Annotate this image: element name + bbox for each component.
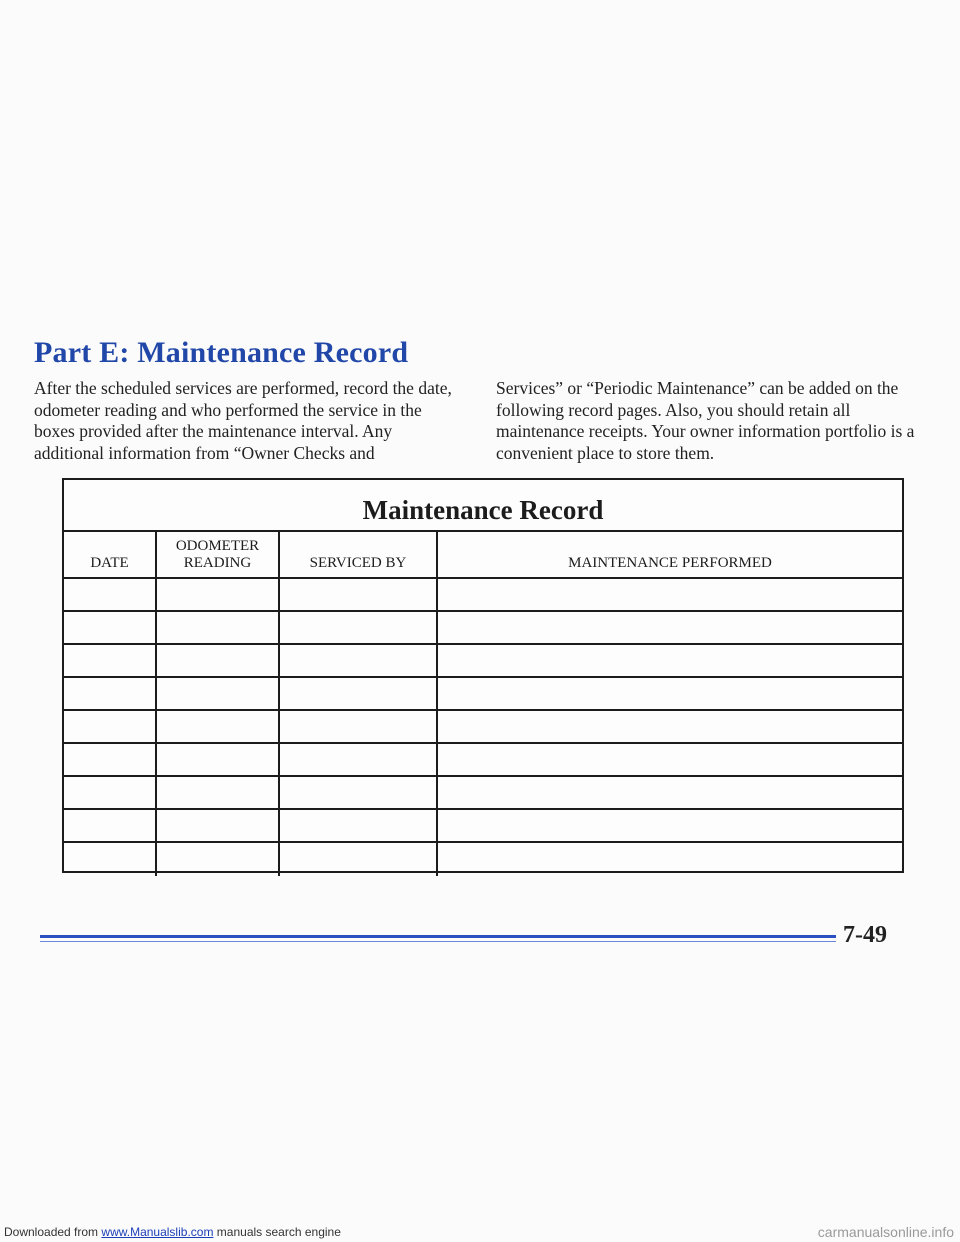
footer-prefix: Downloaded from (4, 1225, 99, 1239)
download-footer (0, 1222, 960, 1242)
table-cell[interactable] (280, 843, 438, 876)
table-title: Maintenance Record (64, 480, 902, 532)
table-cell[interactable] (157, 645, 280, 678)
page-number: 7-49 (843, 922, 887, 948)
table-cell[interactable] (438, 711, 902, 744)
table-cell[interactable] (157, 678, 280, 711)
table-cell[interactable] (280, 579, 438, 612)
table-cell[interactable] (64, 645, 157, 678)
table-cell[interactable] (280, 678, 438, 711)
intro-text-left: After the scheduled services are performed, record the date, odometer reading and who performed the service in the boxes provided after the maintenance interval. Any additional information from “Owner Checks and (34, 378, 452, 463)
table-cell[interactable] (64, 678, 157, 711)
section-heading: Part E: Maintenance Record (34, 336, 409, 369)
table-cell[interactable] (438, 645, 902, 678)
intro-text-right: Services” or “Periodic Maintenance” can be added on the following record pages. Also, you should retain all maintenance receipts. Your owner information portfolio is a convenient place to store them. (496, 378, 915, 463)
column-header: ODOMETER READING (157, 532, 280, 579)
table-cell[interactable] (438, 810, 902, 843)
table-cell[interactable] (438, 612, 902, 645)
table-cell[interactable] (438, 843, 902, 876)
footer-suffix: manuals search engine (216, 1225, 341, 1239)
table-cell[interactable] (280, 612, 438, 645)
table-cell[interactable] (157, 810, 280, 843)
table-cell[interactable] (157, 612, 280, 645)
table-grid (64, 532, 902, 876)
footer-rule (40, 935, 836, 944)
table-cell[interactable] (64, 777, 157, 810)
table-cell[interactable] (64, 579, 157, 612)
manualslib-link[interactable]: www.Manualslib.com (101, 1225, 214, 1239)
table-cell[interactable] (157, 579, 280, 612)
column-header: SERVICED BY (280, 532, 438, 579)
table-cell[interactable] (438, 744, 902, 777)
watermark-text: carmanualsonline.info (817, 1224, 954, 1240)
table-cell[interactable] (64, 612, 157, 645)
table-cell[interactable] (157, 711, 280, 744)
table-cell[interactable] (280, 777, 438, 810)
table-cell[interactable] (280, 744, 438, 777)
table-cell[interactable] (438, 579, 902, 612)
table-cell[interactable] (64, 810, 157, 843)
table-cell[interactable] (438, 678, 902, 711)
column-header: MAINTENANCE PERFORMED (438, 532, 902, 579)
table-cell[interactable] (280, 645, 438, 678)
table-cell[interactable] (157, 777, 280, 810)
maintenance-record-table (62, 478, 904, 873)
table-cell[interactable] (157, 843, 280, 876)
table-cell[interactable] (280, 810, 438, 843)
table-cell[interactable] (64, 843, 157, 876)
table-cell[interactable] (280, 711, 438, 744)
table-cell[interactable] (157, 744, 280, 777)
table-cell[interactable] (64, 711, 157, 744)
column-header: DATE (64, 532, 157, 579)
table-cell[interactable] (438, 777, 902, 810)
table-cell[interactable] (64, 744, 157, 777)
